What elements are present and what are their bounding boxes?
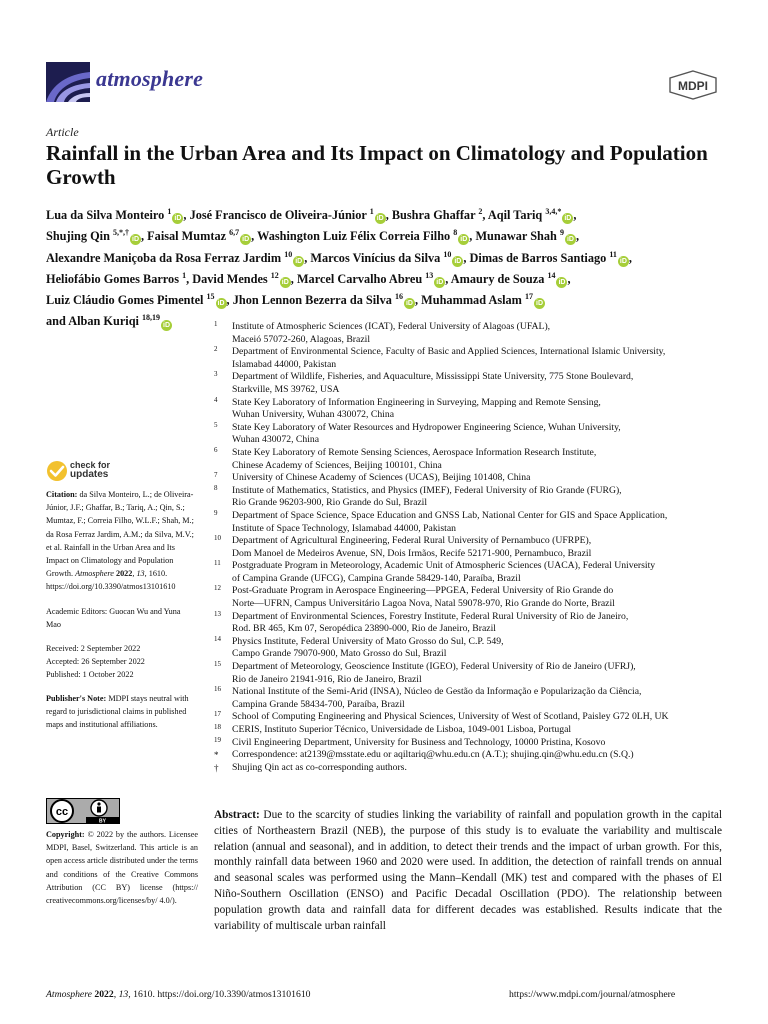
author-affiliation-sup: 14 (547, 270, 556, 280)
affiliation-line: Wuhan University, Wuhan 430072, China (232, 409, 394, 421)
by-label: BY (99, 818, 106, 824)
orcid-icon[interactable]: iD (163, 321, 171, 329)
affiliation-line: State Key Laboratory of Water Resources and Hydropower Engineering Science, Wuhan University, (232, 421, 621, 433)
author-name[interactable]: Bushra Ghaffar (391, 208, 476, 223)
paper-title: Rainfall in the Urban Area and Its Impact on Climatology and Population Growth (46, 141, 708, 189)
orcid-icon[interactable]: iD (558, 278, 566, 286)
author-separator: , (469, 229, 476, 244)
affiliation-number: 14 (214, 634, 221, 643)
history-dates (46, 642, 196, 682)
author-affiliation-sup: 13 (425, 270, 434, 280)
author-name[interactable]: Marcos Vinícius da Silva (310, 250, 441, 265)
copyright-text: © 2022 by the authors. Licensee MDPI, Basel, Switzerland. This article is an open access article distributed under the terms and conditions of the Creative Commons Attribution (CC BY) license (https:// creativecommons.org/licenses/by/ 4.0/). (46, 830, 199, 906)
citation-doi[interactable]: , 1610. https://doi.org/10.3390/atmos13101610 (46, 569, 176, 592)
affiliation-line: Department of Environmental Sciences, Forestry Institute, Federal Rural University of Rio de Janeiro, (232, 610, 629, 622)
affiliation-line: Wuhan 430072, China (232, 434, 320, 446)
affiliation-line: Dom Manoel de Medeiros Avenue, SN, Dois Irmãos, Recife 52171-900, Pernambuco, Brazil (232, 547, 592, 559)
check-for-updates-label[interactable] (70, 460, 110, 480)
affiliation-line: Chinese Academy of Sciences, Beijing 100101, China (232, 459, 442, 471)
author-separator: , (290, 271, 297, 286)
author-name[interactable]: Muhammad Aslam (421, 293, 522, 308)
orcid-icon[interactable]: iD (295, 257, 303, 265)
abstract (214, 808, 722, 934)
affiliation-line: State Key Laboratory of Information Engineering in Surveying, Mapping and Remote Sensing, (232, 396, 601, 408)
orcid-icon[interactable]: iD (405, 300, 413, 308)
author-separator: , (186, 271, 193, 286)
affiliation-item (214, 422, 730, 447)
orcid-icon[interactable]: iD (436, 278, 444, 286)
orcid-icon[interactable]: iD (460, 236, 468, 244)
affiliation-line: Department of Wildlife, Fisheries, and Aquaculture, Mississippi State University, 775 Stone Boulevard, (232, 371, 634, 383)
publisher-note-text: MDPI stays neutral with regard to jurisdictional claims in published maps and institutional affiliations. (46, 693, 189, 730)
abstract-text: Due to the scarcity of studies linking the variability of rainfall and population growth in the capital cities of Northeastern Brazil (NEB), the purpose of this study is to evaluate the variability and multiscale relation (annual and seasonal), and in addition, to detect their trends and the impact of urban growth. For this, monthly rainfall data between 1960 and 2020 were used. In addition, the detection of rainfall trends on annual and seasonal scales was performed using the Mann–Kendall (MK) test and compared with the phases of El Niño-Southern Oscillation (ENSO) and Pacific Decadal Oscillation (PDO). The relationship between population growth data and rainfall data for different decades was established. Results indicate that the variability of multiscale urban rainfall (214, 809, 722, 932)
affiliation-item (214, 510, 730, 535)
footer-citation: Atmosphere 2022, 13, 1610. https://doi.org/10.3390/atmos13101610 (46, 989, 311, 1000)
affiliation-item (214, 535, 730, 560)
author-separator: , (575, 229, 580, 244)
affiliation-number: * (214, 750, 219, 761)
author-affiliation-sup: 1 (182, 270, 187, 280)
affiliation-line: Civil Engineering Department, University for Business and Technology, 10000 Pristina, Kosovo (232, 736, 606, 748)
abstract-label: Abstract: (214, 809, 260, 821)
copyright-notice (46, 828, 198, 907)
affiliation-line: Shujing Qin act as co-corresponding authors. (232, 761, 407, 773)
author-separator: , (414, 293, 422, 308)
affiliation-number: 19 (214, 735, 221, 744)
author-affiliation-sup: 9 (559, 228, 564, 238)
author-affiliation-sup: 15 (206, 292, 215, 302)
footer-volume: 13 (118, 989, 129, 1000)
citation-journal: Atmosphere (75, 569, 114, 579)
affiliation-line: State Key Laboratory of Remote Sensing Sciences, Aerospace Information Research Institute, (232, 446, 597, 458)
affiliation-line: Rio de Janeiro 21941-916, Rio de Janeiro, Brazil (232, 673, 422, 685)
author-separator: , (251, 229, 258, 244)
affiliation-item (214, 397, 730, 422)
author-affiliation-sup: 10 (284, 249, 293, 259)
author-name[interactable]: Amaury de Souza (450, 271, 545, 286)
orcid-icon[interactable]: iD (564, 215, 572, 223)
citation-text: da Silva Monteiro, L.; de Oliveira-Júnior, J.F.; Ghaffar, B.; Tariq, A.; Qin, S.; Mumtaz, F.; Correia Filho, W.L.F.; Shah, M.; da Rosa Ferraz Jardim, A.M.; da Silva, M.V.; et al. Rainfall in the Urban Area and Its Impact on Climatology and Population Growth. (46, 490, 194, 579)
affiliation-item (214, 472, 730, 485)
author-name[interactable]: Munawar Shah (475, 229, 557, 244)
author-affiliation-sup: 1 (369, 207, 374, 216)
author-name[interactable]: and Alban Kuriqi (46, 314, 139, 329)
publisher-note-label: Publisher's Note: (46, 693, 107, 703)
affiliation-number: 12 (214, 584, 221, 593)
journal-logo-icon (46, 62, 90, 102)
check-updates-line1: check for (70, 460, 111, 470)
affiliation-line: Department of Agricultural Engineering, Federal Rural University of Pernambuco (UFRPE), (232, 535, 592, 547)
check-updates-line2: updates (70, 469, 109, 480)
affiliation-line: Campo Grande 79070-900, Mato Grosso do Sul, Brazil (232, 648, 447, 660)
author-separator: , (573, 208, 577, 223)
publisher-note (46, 692, 196, 732)
author-separator: , (463, 250, 470, 265)
affiliation-list (214, 321, 730, 774)
citation-label: Citation: (46, 490, 78, 499)
affiliation-item (214, 560, 730, 585)
author-separator: , (141, 229, 148, 244)
orcid-icon[interactable]: iD (454, 257, 462, 265)
affiliation-item (214, 749, 730, 762)
affiliation-line: Department of Space Science, Space Education and GNSS Lab, National Center for GIS and Space Application, (232, 509, 668, 521)
author-name[interactable]: Shujing Qin (46, 229, 110, 244)
author-affiliation-sup: 16 (394, 292, 403, 302)
affiliation-number: 17 (214, 710, 221, 719)
footer-journal: Atmosphere (46, 989, 92, 1000)
affiliation-line: Physics Institute, Federal University of Mato Grosso do Sul, C.P. 549, (232, 635, 504, 647)
affiliation-line: Institute of Mathematics, Statistics, and Physics (IMEF), Federal University of Rio Grande (FURG), (232, 484, 622, 496)
affiliation-line: CERIS, Instituto Superior Técnico, Universidade de Lisboa, 1049-001 Lisboa, Portugal (232, 724, 572, 735)
author-separator: , (304, 250, 311, 265)
author-affiliation-sup: 6,7 (229, 228, 240, 238)
affiliation-item (214, 661, 730, 686)
author-affiliation-sup: 10 (443, 249, 452, 259)
cc-by-license-icon[interactable] (46, 798, 120, 824)
affiliation-item (214, 447, 730, 472)
author-affiliation-sup: 8 (453, 228, 458, 238)
affiliation-number: 15 (214, 660, 221, 669)
author-name[interactable]: Faisal Mumtaz (147, 229, 227, 244)
affiliation-number: 6 (214, 445, 218, 454)
affiliation-line: Campina Grande 58434-700, Paraíba, Brazil (232, 698, 405, 710)
author-list (46, 203, 726, 331)
affiliation-line: Norte—UFRN, Campus Universitário Lagoa Nova, Natal 59078-970, Rio Grande do Norte, Brazil (232, 598, 615, 610)
affiliation-number: 5 (214, 420, 218, 429)
author-name[interactable]: Aqil Tariq (487, 208, 543, 223)
check-for-updates-icon[interactable] (46, 460, 68, 482)
author-separator: , (628, 250, 632, 265)
accepted-date: Accepted: 26 September 2022 (46, 657, 145, 667)
affiliation-item (214, 711, 730, 724)
author-name[interactable]: Washington Luiz Félix Correia Filho (257, 229, 451, 244)
academic-editors: Academic Editors: Guocan Wu and Yuna Mao (46, 606, 181, 629)
author-separator: , (567, 271, 571, 286)
affiliation-line: Department of Meteorology, Geoscience Institute (IGEO), Federal University of Rio de Janeiro (UFRJ), (232, 661, 636, 673)
article-type: Article (46, 125, 79, 139)
affiliation-number: 16 (214, 685, 221, 694)
affiliation-line: Rio Grande 96203-900, Rio Grande do Sul, Brazil (232, 497, 428, 509)
author-affiliation-sup: 18,19 (142, 313, 161, 323)
affiliation-line: Maceió 57072-260, Alagoas, Brazil (232, 333, 371, 345)
author-affiliation-sup: 2 (478, 207, 483, 216)
author-name[interactable]: Lua da Silva Monteiro (46, 208, 165, 223)
author-affiliation-sup: 5,*,† (113, 228, 129, 238)
article-sidebar (46, 488, 196, 742)
affiliation-item (214, 636, 730, 661)
received-date: Received: 2 September 2022 (46, 644, 141, 654)
affiliation-item (214, 346, 730, 371)
journal-name[interactable]: atmosphere (96, 66, 204, 91)
orcid-icon[interactable]: iD (217, 300, 225, 308)
orcid-icon[interactable]: iD (132, 236, 139, 244)
author-affiliation-sup: 12 (270, 270, 279, 280)
affiliation-item (214, 485, 730, 510)
footer-journal-url[interactable]: https://www.mdpi.com/journal/atmosphere (509, 989, 676, 1000)
affiliation-number: 8 (214, 483, 218, 492)
author-affiliation-sup: 17 (525, 292, 533, 302)
author-name[interactable]: José Francisco de Oliveira-Júnior (189, 208, 367, 223)
orcid-icon[interactable]: iD (174, 215, 182, 223)
affiliation-line: Institute of Atmospheric Sciences (ICAT), Federal University of Alagoas (UFAL), (232, 321, 551, 332)
author-affiliation-sup: 11 (609, 249, 617, 259)
author-separator: , (445, 271, 451, 286)
citation-year: 2022 (115, 569, 133, 579)
author-separator: , (183, 208, 190, 223)
citation-block: Citation: da Silva Monteiro, L.; de Oliveira-Júnior, J.F.; Ghaffar, B.; Tariq, A.; Qin, S.; Mumtaz, F.; Correia Filho, W.L.F.; Shah, M.; da Rosa Ferraz Jardim, A.M.; da Silva, M.V.; et al. Rainfall in the Urban Area and Its Impact on Climatology and Population Growth. Atmosphere 2022, 13, 1610. https://doi.org/10.3390/atmos13101610 (46, 490, 194, 592)
affiliation-number: 7 (214, 471, 218, 480)
author-affiliation-sup: 3,4,* (545, 207, 562, 216)
affiliation-item (214, 321, 730, 346)
affiliation-item (214, 585, 730, 610)
affiliation-number: † (214, 762, 219, 773)
author-separator: , (226, 293, 233, 308)
affiliation-line: National Institute of the Semi-Arid (INSA), Núcleo de Gestão da Informação e Popularização da Ciência, (232, 686, 642, 698)
affiliation-item (214, 611, 730, 636)
orcid-icon[interactable]: iD (536, 300, 543, 308)
affiliation-line: Islamabad 44000, Pakistan (232, 358, 337, 370)
author-separator: , (385, 208, 392, 223)
cc-label: cc (55, 806, 69, 818)
author-name[interactable]: Marcel Carvalho Abreu (296, 271, 423, 286)
author-name[interactable]: Dimas de Barros Santiago (469, 250, 607, 265)
orcid-icon[interactable]: iD (376, 215, 384, 223)
published-date: Published: 1 October 2022 (46, 670, 134, 680)
citation-volume: 13 (136, 569, 145, 579)
affiliation-line: Post-Graduate Program in Aerospace Engineering—PPGEA, Federal University of Rio Grande do (232, 585, 614, 597)
affiliation-line[interactable]: Correspondence: at2139@msstate.edu or aqiltariq@whu.edu.cn (A.T.); shujing.qin@whu.edu.cn (S.Q.) (232, 749, 634, 761)
affiliation-item (214, 737, 730, 750)
affiliation-number: 18 (214, 723, 221, 731)
footer-doi[interactable]: , 1610. https://doi.org/10.3390/atmos13101610 (128, 989, 311, 1000)
orcid-icon[interactable]: iD (242, 236, 250, 244)
mdpi-logo-icon[interactable] (668, 70, 718, 100)
affiliation-number: 4 (214, 395, 218, 404)
orcid-icon[interactable]: iD (619, 257, 627, 265)
affiliation-item (214, 371, 730, 396)
copyright-label: Copyright: (46, 830, 85, 839)
author-name[interactable]: Jhon Lennon Bezerra da Silva (232, 293, 392, 308)
affiliation-line: Starkville, MS 39762, USA (232, 383, 340, 395)
affiliation-line: University of Chinese Academy of Sciences (UCAS), Beijing 101408, China (232, 472, 531, 484)
footer-year: 2022 (94, 989, 114, 1000)
author-name[interactable]: Alexandre Maniçoba da Rosa Ferraz Jardim (46, 250, 282, 265)
affiliation-number: 10 (214, 534, 221, 543)
affiliation-line: of Campina Grande (UFCG), Campina Grande 58429-140, Paraíba, Brazil (232, 572, 521, 584)
mdpi-logo-text: MDPI (678, 79, 708, 93)
affiliation-line: Department of Environmental Science, Faculty of Basic and Applied Sciences, International Islamic University, (232, 346, 666, 358)
affiliation-number: 9 (214, 508, 218, 517)
affiliation-item (214, 762, 730, 775)
orcid-icon[interactable]: iD (281, 278, 289, 286)
affiliation-number: 2 (214, 345, 218, 354)
affiliation-number: 1 (214, 320, 218, 328)
orcid-icon[interactable]: iD (566, 236, 574, 244)
affiliation-line: Institute of Space Technology, Islamabad 44000, Pakistan (232, 522, 456, 534)
author-name[interactable]: David Mendes (192, 271, 268, 286)
affiliation-line: Postgraduate Program in Meteorology, Academic Unit of Atmospheric Sciences (UACA), Federal University (232, 560, 656, 572)
affiliation-number: 3 (214, 370, 218, 379)
author-name[interactable]: Luiz Cláudio Gomes Pimentel (46, 293, 204, 308)
affiliation-number: 11 (214, 559, 221, 568)
author-name[interactable]: Heliofábio Gomes Barros (46, 271, 179, 286)
affiliation-number: 13 (214, 609, 221, 618)
affiliation-item (214, 724, 730, 737)
affiliation-line: Rod. BR 465, Km 07, Seropédica 23890-000, Rio de Janeiro, Brazil (232, 623, 496, 635)
author-affiliation-sup: 1 (167, 207, 172, 216)
affiliation-item (214, 686, 730, 711)
author-separator: , (482, 208, 488, 223)
affiliation-line: School of Computing Engineering and Physical Sciences, University of West of Scotland, Paisley G72 0LH, UK (232, 711, 669, 723)
